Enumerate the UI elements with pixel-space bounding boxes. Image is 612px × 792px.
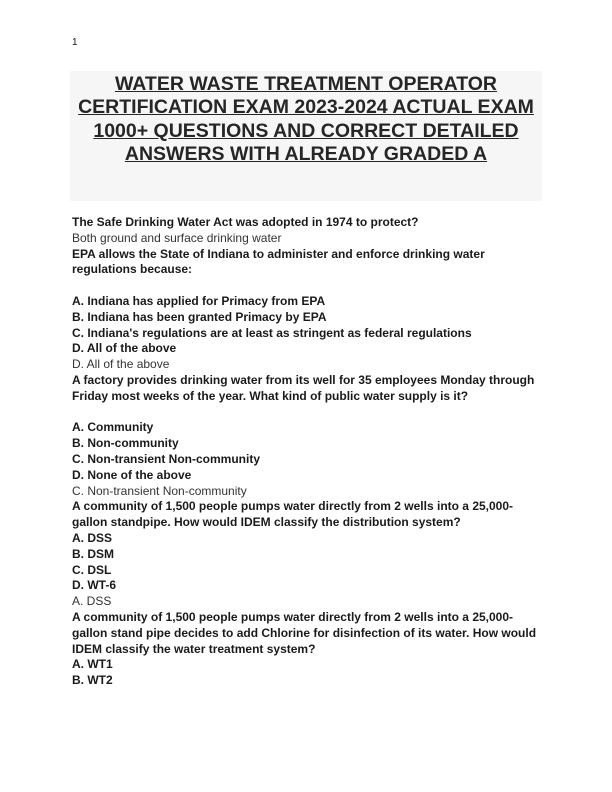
title-box (70, 71, 542, 201)
answer-4: A. DSS (72, 594, 112, 609)
question-1: The Safe Drinking Water Act was adopted in 1974 to protect? (72, 215, 419, 229)
document-body (72, 215, 547, 689)
option-4d: D. WT-6 (72, 578, 116, 593)
option-4c: C. DSL (72, 562, 112, 577)
option-4a: A. DSS (72, 530, 113, 545)
option-2d: D. All of the above (72, 341, 177, 356)
answer-1: Both ground and surface drinking water (72, 230, 282, 245)
option-4b: B. DSM (72, 546, 114, 561)
question-2: EPA allows the State of Indiana to administer and enforce drinking water regulations because: (72, 246, 485, 277)
question-5: A community of 1,500 people pumps water directly from 2 wells into a 25,000-gallon stand pipe decides to add Chlorine for disinfection of its water. How would IDEM classify the water treatment system? (72, 609, 537, 656)
option-3d: D. None of the above (72, 467, 192, 482)
option-2c: C. Indiana's regulations are at least as stringent as federal regulations (72, 325, 472, 340)
option-2b: B. Indiana has been granted Primacy by EPA (72, 309, 327, 324)
option-2a: A. Indiana has applied for Primacy from EPA (72, 293, 326, 308)
document-title: WATER WASTE TREATMENT OPERATOR CERTIFICATION EXAM 2023-2024 ACTUAL EXAM 1000+ QUESTIONS AND CORRECT DETAILED ANSWERS WITH ALREADY GRADED A (78, 73, 534, 166)
option-3c: C. Non-transient Non-community (72, 451, 260, 466)
option-5a: A. WT1 (72, 657, 113, 672)
spacer (72, 278, 547, 294)
spacer (72, 405, 547, 421)
option-5b: B. WT2 (72, 673, 113, 688)
page-number: 1 (72, 37, 78, 48)
answer-2: D. All of the above (72, 357, 170, 372)
question-3: A factory provides drinking water from its well for 35 employees Monday through Friday most weeks of the year. What kind of public water supply is it? (72, 372, 535, 403)
question-4: A community of 1,500 people pumps water directly from 2 wells into a 25,000-gallon standpipe. How would IDEM classify the distribution system? (72, 499, 514, 530)
option-3a: A. Community (72, 420, 154, 435)
answer-3: C. Non-transient Non-community (72, 483, 247, 498)
option-3b: B. Non-community (72, 436, 179, 451)
